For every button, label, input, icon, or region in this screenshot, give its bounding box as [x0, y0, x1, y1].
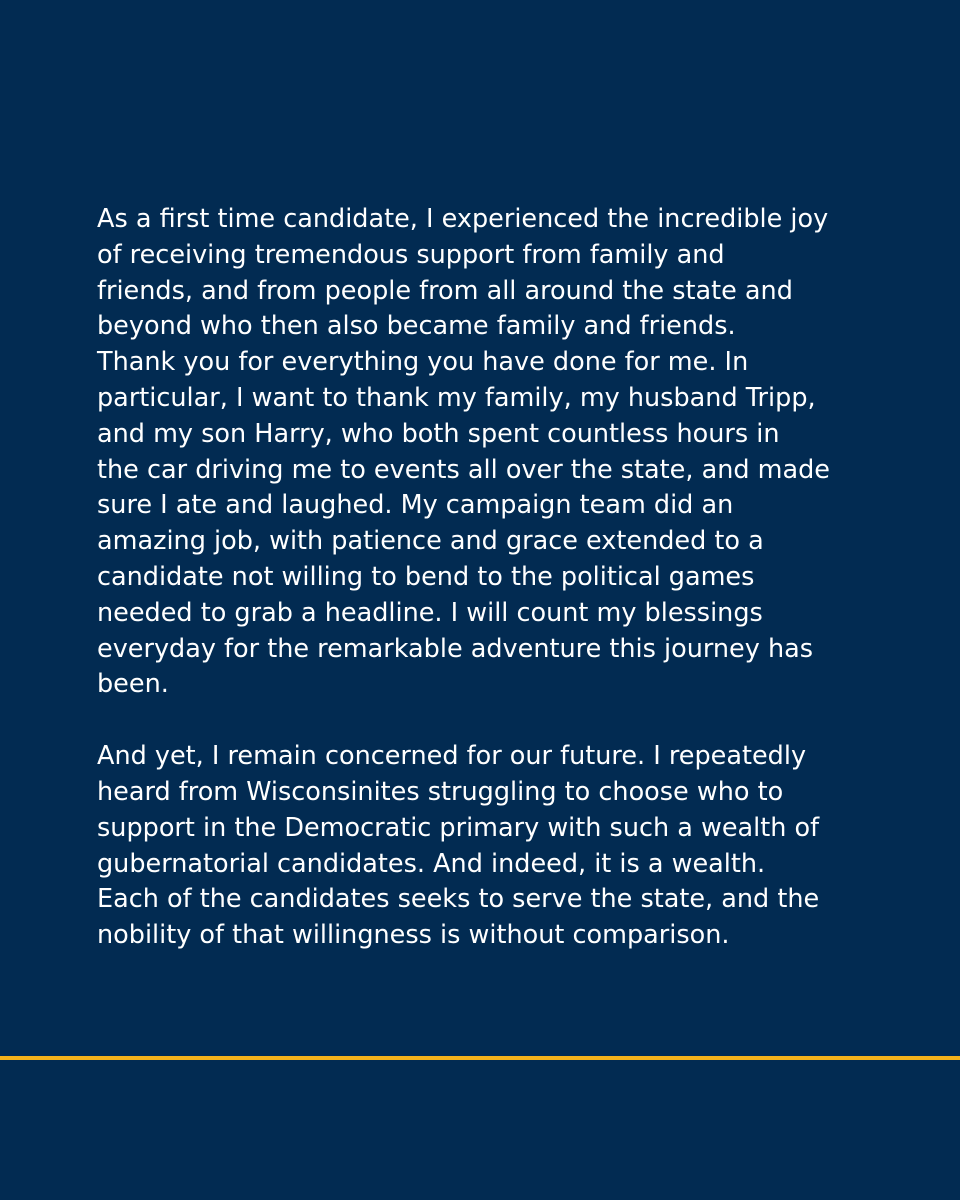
paragraph-line: gubernatorial candidates. And indeed, it is a wealth.	[97, 848, 766, 879]
paragraph-line: Each of the candidates seeks to serve the state, and the	[97, 884, 820, 915]
paragraph-line: As a first time candidate, I experienced the incredible joy	[97, 204, 829, 234]
paragraph-line: particular, I want to thank my family, my husband Tripp,	[97, 382, 816, 413]
paragraph-line: support in the Democratic primary with such a wealth of	[97, 812, 820, 843]
paragraph-line: amazing job, with patience and grace extended to a	[97, 526, 764, 557]
paragraph-line: needed to grab a headline. I will count my blessings	[97, 597, 763, 628]
paragraph-line: sure I ate and laughed. My campaign team did an	[97, 490, 734, 521]
statement-text	[97, 202, 887, 954]
paragraph-spacer	[97, 703, 887, 739]
paragraph-line: Thank you for everything you have done for me. In	[97, 347, 749, 378]
paragraph-1	[97, 202, 887, 703]
paragraph-line: beyond who then also became family and friends.	[97, 311, 736, 342]
paragraph-line: heard from Wisconsinites struggling to choose who to	[97, 776, 784, 807]
paragraph-line: been.	[97, 669, 169, 700]
paragraph-line: And yet, I remain concerned for our future. I repeatedly	[97, 741, 807, 772]
paragraph-line: and my son Harry, who both spent countless hours in	[97, 418, 780, 449]
paragraph-line: friends, and from people from all around the state and	[97, 275, 793, 306]
paragraph-line: the car driving me to events all over the state, and made	[97, 454, 830, 485]
paragraph-line: candidate not willing to bend to the political games	[97, 561, 755, 592]
accent-divider	[0, 1056, 960, 1060]
paragraph-line: nobility of that willingness is without comparison.	[97, 920, 730, 951]
paragraph-line: everyday for the remarkable adventure this journey has	[97, 633, 814, 664]
paragraph-2	[97, 739, 887, 954]
paragraph-line: of receiving tremendous support from family and	[97, 239, 725, 270]
